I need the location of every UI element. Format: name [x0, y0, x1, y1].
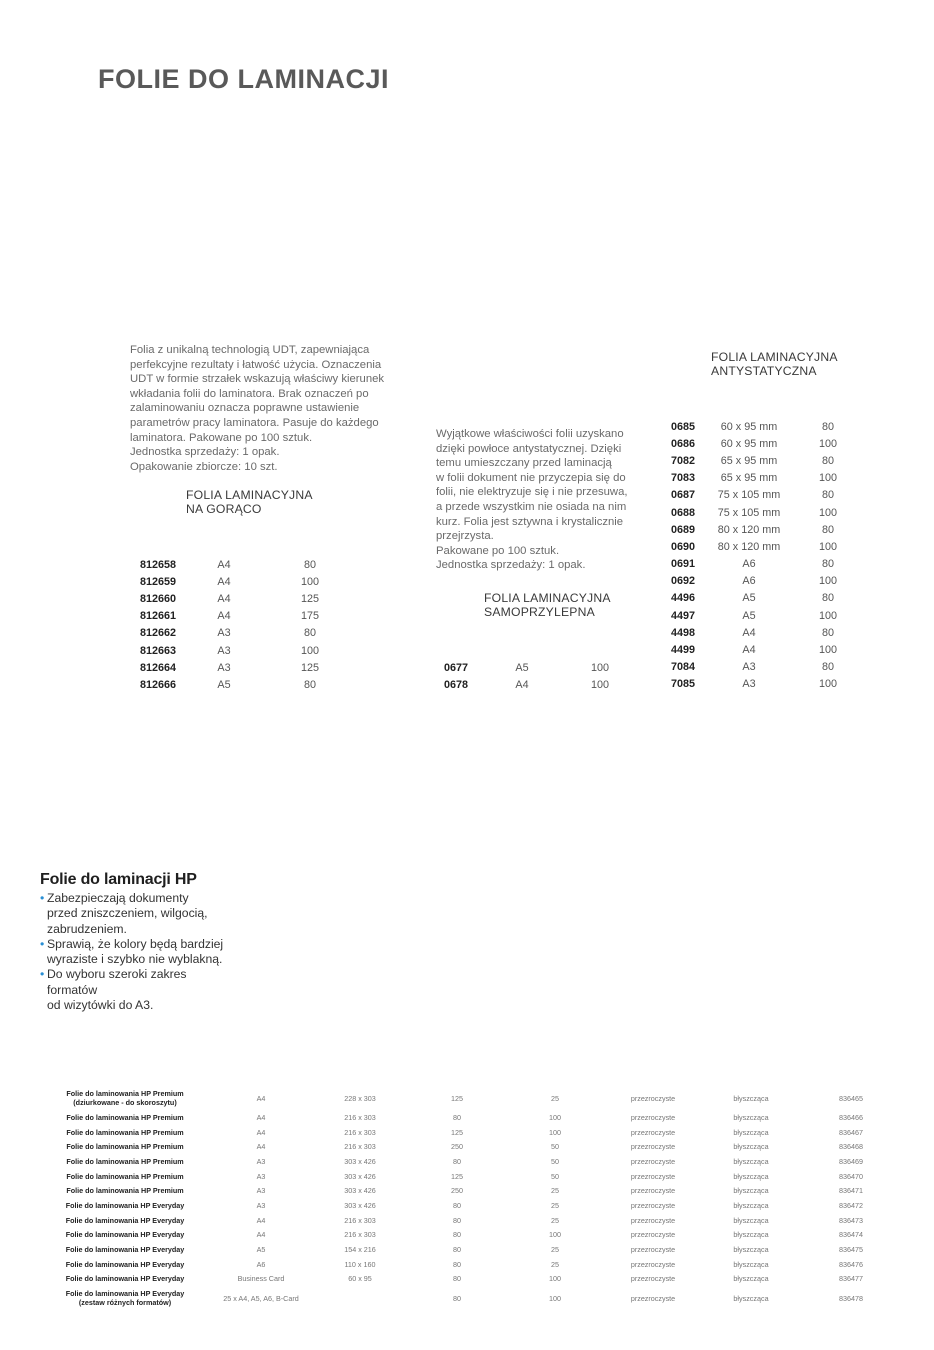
hp-type: przezroczyste [630, 1156, 676, 1166]
hp-bullet: • Do wyboru szeroki zakres formatów od wizytówki do A3. [40, 967, 230, 1013]
hp-product-name: Folie do laminowania HP Premium [66, 1171, 184, 1181]
format-cell: A3 [742, 661, 756, 674]
hp-code: 836466 [839, 1112, 863, 1122]
hp-type: przezroczyste [630, 1200, 676, 1210]
product-code: 4497 [671, 609, 696, 622]
hp-thickness: 80 [453, 1156, 461, 1166]
hp-product-name: Folie do laminowania HP Premium [66, 1186, 184, 1196]
hp-code: 836470 [839, 1171, 863, 1181]
hp-format: A3 [256, 1156, 266, 1166]
table-row [40, 1228, 902, 1243]
samoprzylepna-table [444, 659, 660, 693]
hp-thickness: 80 [453, 1215, 461, 1225]
table-row [671, 607, 863, 624]
hp-product-name: Folie do laminowania HP Premium [66, 1156, 184, 1166]
format-cell: A3 [217, 627, 231, 640]
hp-type: przezroczyste [630, 1186, 676, 1196]
table-row [671, 435, 863, 452]
hp-type: przezroczyste [630, 1274, 676, 1284]
format-cell: A5 [742, 592, 756, 605]
product-code: 0692 [671, 575, 696, 588]
product-code: 812660 [140, 592, 177, 605]
thickness-cell: 80 [821, 523, 834, 536]
hp-pack-qty: 100 [549, 1230, 561, 1240]
hp-dimensions: 303 x 426 [344, 1156, 376, 1166]
format-cell: A4 [217, 558, 231, 571]
table-row [40, 1242, 902, 1257]
page-title: FOLIE DO LAMINACJI [98, 64, 389, 94]
hp-product-name: Folie do laminowania HP Premium [66, 1112, 184, 1122]
hp-thickness: 125 [451, 1127, 463, 1137]
product-code: 0691 [671, 558, 696, 571]
hp-finish: błyszcząca [733, 1274, 769, 1284]
hp-thickness: 250 [451, 1186, 463, 1196]
hp-code: 836468 [839, 1142, 863, 1152]
hp-dimensions: 216 x 303 [344, 1112, 376, 1122]
hp-dimensions: 303 x 426 [344, 1200, 376, 1210]
hp-format: A3 [256, 1200, 266, 1210]
hp-type: przezroczyste [630, 1142, 676, 1152]
table-row [671, 452, 863, 469]
table-row [40, 1154, 902, 1169]
hp-bullet: • Zabezpieczają dokumenty przed zniszczeniem, wilgocią, zabrudzeniem. [40, 891, 230, 937]
table-row [671, 641, 863, 658]
format-cell: A4 [742, 644, 756, 657]
hp-thickness: 125 [451, 1093, 463, 1103]
table-row [671, 418, 863, 435]
thickness-cell: 80 [821, 626, 834, 639]
table-row [671, 538, 863, 555]
product-code: 0687 [671, 489, 696, 502]
hp-type: przezroczyste [630, 1259, 676, 1269]
hp-code: 836467 [839, 1127, 863, 1137]
hp-code: 836477 [839, 1274, 863, 1284]
product-code: 0685 [671, 420, 696, 433]
hp-format: A3 [256, 1171, 266, 1181]
product-code: 812658 [140, 558, 177, 571]
product-code: 0688 [671, 506, 696, 519]
hp-dimensions [312, 1286, 408, 1310]
table-row [671, 624, 863, 641]
thickness-cell: 100 [590, 661, 609, 674]
hp-finish: błyszcząca [733, 1200, 769, 1210]
hp-finish: błyszcząca [733, 1112, 769, 1122]
format-cell: 80 x 120 mm [717, 523, 781, 536]
goraco-description: Folia z unikalną technologią UDT, zapewniająca perfekcyjne rezultaty i łatwość użycia. Oznaczenia UDT w formie strzałek wskazują właściwy kierunek wkładania folii do laminatora. Brak oznaczeń po zalaminowaniu oznacza poprawne ustawienie parametrów pracy laminatora. Pasuje do każdego laminatora. Pakowane po 100 sztuk. Jednostka sprzedaży: 1 opak. Opakowanie zbiorcze: 10 szt. [130, 344, 385, 473]
thickness-cell: 80 [821, 489, 834, 502]
thickness-cell: 100 [818, 506, 837, 519]
hp-dimensions: 228 x 303 [344, 1093, 376, 1103]
hp-pack-qty: 50 [551, 1142, 559, 1152]
hp-product-name: Folie do laminowania HP Premium [66, 1142, 184, 1152]
hp-dimensions: 110 x 160 [344, 1259, 376, 1269]
hp-dimensions: 216 x 303 [344, 1127, 376, 1137]
hp-dimensions: 303 x 426 [344, 1171, 376, 1181]
table-row [671, 504, 863, 521]
format-cell: A4 [742, 626, 756, 639]
format-cell: 75 x 105 mm [717, 489, 781, 502]
product-code: 812663 [140, 644, 177, 657]
product-code: 0686 [671, 437, 696, 450]
format-cell: A5 [515, 661, 529, 674]
product-code: 0678 [444, 678, 469, 691]
hp-pack-qty: 25 [551, 1215, 559, 1225]
antystatyczna-table [671, 418, 863, 693]
hp-finish: błyszcząca [733, 1142, 769, 1152]
hp-product-name: Folie do laminowania HP Premium (dziurkowane - do skoroszytu) [66, 1089, 184, 1107]
product-code: 7085 [671, 678, 696, 691]
thickness-cell: 80 [303, 627, 316, 640]
format-cell: A3 [217, 644, 231, 657]
hp-product-name: Folie do laminowania HP Everyday [65, 1200, 185, 1210]
format-cell: 65 x 95 mm [720, 472, 778, 485]
hp-format: A5 [256, 1245, 266, 1255]
table-row [140, 608, 372, 625]
table-row [40, 1110, 902, 1125]
thickness-cell: 80 [821, 661, 834, 674]
table-row [40, 1086, 902, 1110]
thickness-cell: 100 [818, 678, 837, 691]
format-cell: A5 [742, 609, 756, 622]
hp-format: A3 [256, 1186, 266, 1196]
hp-pack-qty: 25 [551, 1200, 559, 1210]
hp-dimensions: 216 x 303 [344, 1215, 376, 1225]
hp-type: przezroczyste [630, 1230, 676, 1240]
hp-format: A4 [256, 1230, 266, 1240]
hp-heading: Folie do laminacji HP [40, 871, 197, 888]
table-row [40, 1125, 902, 1140]
hp-pack-qty: 25 [551, 1259, 559, 1269]
hp-format: 25 x A4, A5, A6, B-Card [223, 1293, 299, 1303]
thickness-cell: 100 [818, 644, 837, 657]
hp-pack-qty: 100 [549, 1127, 561, 1137]
thickness-cell: 80 [821, 420, 834, 433]
thickness-cell: 125 [300, 661, 319, 674]
hp-format: A4 [256, 1142, 266, 1152]
hp-type: przezroczyste [630, 1093, 676, 1103]
hp-thickness: 250 [451, 1142, 463, 1152]
hp-code: 836472 [839, 1200, 863, 1210]
hp-thickness: 80 [453, 1112, 461, 1122]
format-cell: A4 [217, 610, 231, 623]
hp-thickness: 80 [453, 1274, 461, 1284]
hp-format: Business Card [237, 1274, 285, 1284]
format-cell: A3 [742, 678, 756, 691]
hp-product-name: Folie do laminowania HP Premium [66, 1127, 184, 1137]
hp-finish: błyszcząca [733, 1230, 769, 1240]
hp-pack-qty: 100 [549, 1293, 561, 1303]
hp-product-name: Folie do laminowania HP Everyday [65, 1274, 185, 1284]
product-code: 7082 [671, 454, 696, 467]
table-row [671, 470, 863, 487]
hp-thickness: 80 [453, 1245, 461, 1255]
table-row [671, 590, 863, 607]
hp-type: przezroczyste [630, 1245, 676, 1255]
product-code: 4498 [671, 626, 696, 639]
goraco-table [140, 556, 372, 694]
hp-dimensions: 154 x 216 [344, 1245, 376, 1255]
thickness-cell: 80 [303, 558, 316, 571]
hp-type: przezroczyste [630, 1171, 676, 1181]
thickness-cell: 80 [821, 592, 834, 605]
format-cell: 60 x 95 mm [720, 437, 778, 450]
table-row [40, 1213, 902, 1228]
table-row [140, 625, 372, 642]
hp-pack-qty: 50 [551, 1171, 559, 1181]
thickness-cell: 100 [300, 575, 319, 588]
thickness-cell: 175 [300, 610, 319, 623]
hp-finish: błyszcząca [733, 1171, 769, 1181]
hp-type: przezroczyste [630, 1127, 676, 1137]
hp-thickness: 80 [453, 1200, 461, 1210]
format-cell: A6 [742, 575, 756, 588]
hp-finish: błyszcząca [733, 1093, 769, 1103]
thickness-cell: 80 [821, 454, 834, 467]
format-cell: 60 x 95 mm [720, 420, 778, 433]
table-row [40, 1286, 902, 1310]
product-code: 812666 [140, 678, 177, 691]
thickness-cell: 80 [303, 678, 316, 691]
product-code: 0677 [444, 661, 469, 674]
format-cell: A6 [742, 558, 756, 571]
hp-code: 836474 [839, 1230, 863, 1240]
table-row [671, 521, 863, 538]
hp-code: 836475 [839, 1245, 863, 1255]
antystatyczna-title: FOLIA LAMINACYJNA ANTYSTATYCZNA [711, 350, 838, 378]
hp-finish: błyszcząca [733, 1293, 769, 1303]
hp-pack-qty: 100 [549, 1274, 561, 1284]
table-row [671, 676, 863, 693]
format-cell: 75 x 105 mm [717, 506, 781, 519]
thickness-cell: 100 [818, 472, 837, 485]
hp-code: 836471 [839, 1186, 863, 1196]
hp-format: A4 [256, 1093, 266, 1103]
product-code: 0690 [671, 540, 696, 553]
product-code: 812664 [140, 661, 177, 674]
hp-dimensions: 216 x 303 [344, 1142, 376, 1152]
product-code: 812662 [140, 627, 177, 640]
thickness-cell: 125 [300, 592, 319, 605]
table-row [671, 556, 863, 573]
hp-product-name: Folie do laminowania HP Everyday (zestaw różnych formatów) [65, 1289, 185, 1308]
hp-finish: błyszcząca [733, 1186, 769, 1196]
hp-format: A4 [256, 1215, 266, 1225]
thickness-cell: 100 [590, 678, 609, 691]
format-cell: A4 [217, 575, 231, 588]
hp-code: 836478 [839, 1293, 863, 1303]
hp-thickness: 80 [453, 1230, 461, 1240]
format-cell: A4 [515, 678, 529, 691]
format-cell: 80 x 120 mm [717, 540, 781, 553]
table-row [671, 659, 863, 676]
hp-code: 836476 [839, 1259, 863, 1269]
product-code: 0689 [671, 523, 696, 536]
hp-thickness: 80 [453, 1259, 461, 1269]
table-row [40, 1198, 902, 1213]
product-code: 4496 [671, 592, 696, 605]
hp-format: A6 [256, 1259, 266, 1269]
table-row [444, 659, 660, 676]
hp-bullet: • Sprawią, że kolory będą bardziej wyraziste i szybko nie wyblakną. [40, 937, 230, 968]
hp-finish: błyszcząca [733, 1245, 769, 1255]
hp-pack-qty: 25 [551, 1245, 559, 1255]
table-row [140, 573, 372, 590]
samoprzylepna-title: FOLIA LAMINACYJNA SAMOPRZYLEPNA [484, 591, 611, 619]
hp-finish: błyszcząca [733, 1156, 769, 1166]
hp-code: 836465 [839, 1093, 863, 1103]
hp-product-name: Folie do laminowania HP Everyday [65, 1230, 185, 1240]
hp-bullet-list [40, 891, 230, 1013]
hp-product-name: Folie do laminowania HP Everyday [65, 1245, 185, 1255]
hp-thickness: 125 [451, 1171, 463, 1181]
table-row [40, 1272, 902, 1287]
hp-dimensions: 60 x 95 [348, 1274, 372, 1284]
product-code: 4499 [671, 644, 696, 657]
table-row [671, 573, 863, 590]
table-row [40, 1169, 902, 1184]
format-cell: A5 [217, 678, 231, 691]
thickness-cell: 100 [818, 437, 837, 450]
hp-product-name: Folie do laminowania HP Everyday [65, 1215, 185, 1225]
hp-pack-qty: 50 [551, 1156, 559, 1166]
hp-type: przezroczyste [630, 1112, 676, 1122]
format-cell: 65 x 95 mm [720, 454, 778, 467]
thickness-cell: 100 [818, 609, 837, 622]
table-row [140, 556, 372, 573]
hp-finish: błyszcząca [733, 1215, 769, 1225]
product-code: 812661 [140, 610, 177, 623]
product-code: 7083 [671, 472, 696, 485]
table-row [140, 590, 372, 607]
format-cell: A3 [217, 661, 231, 674]
hp-pack-qty: 100 [549, 1112, 561, 1122]
table-row [40, 1183, 902, 1198]
product-code: 812659 [140, 575, 177, 588]
thickness-cell: 100 [818, 540, 837, 553]
samoprzylepna-description: Wyjątkowe właściwości folii uzyskano dzięki powłoce antystatycznej. Dzięki temu umieszczany przed laminacją w folii dokument nie przyczepia się do folii, nie elektryzuje się i nie przesuwa, a przede wszystkim nie osiada na nim kurz. Folia jest sztywna i krystalicznie przejrzysta. Pakowane po 100 sztuk. Jednostka sprzedaży: 1 opak. [436, 428, 628, 572]
hp-format: A4 [256, 1127, 266, 1137]
hp-finish: błyszcząca [733, 1127, 769, 1137]
table-row [40, 1139, 902, 1154]
table-row [140, 676, 372, 693]
hp-code: 836469 [839, 1156, 863, 1166]
table-row [671, 487, 863, 504]
hp-type: przezroczyste [630, 1293, 676, 1303]
hp-pack-qty: 25 [551, 1093, 559, 1103]
table-row [140, 659, 372, 676]
hp-product-name: Folie do laminowania HP Everyday [65, 1259, 185, 1269]
table-row [444, 676, 660, 693]
hp-table [40, 1086, 902, 1310]
thickness-cell: 100 [818, 575, 837, 588]
hp-code: 836473 [839, 1215, 863, 1225]
hp-pack-qty: 25 [551, 1186, 559, 1196]
hp-type: przezroczyste [630, 1215, 676, 1225]
table-row [140, 642, 372, 659]
format-cell: A4 [217, 592, 231, 605]
goraco-title: FOLIA LAMINACYJNA NA GORĄCO [186, 488, 313, 516]
table-row [40, 1257, 902, 1272]
product-code: 7084 [671, 661, 696, 674]
hp-format: A4 [256, 1112, 266, 1122]
hp-finish: błyszcząca [733, 1259, 769, 1269]
hp-dimensions: 303 x 426 [344, 1186, 376, 1196]
thickness-cell: 80 [821, 558, 834, 571]
hp-thickness: 80 [453, 1293, 461, 1303]
thickness-cell: 100 [300, 644, 319, 657]
hp-dimensions: 216 x 303 [344, 1230, 376, 1240]
